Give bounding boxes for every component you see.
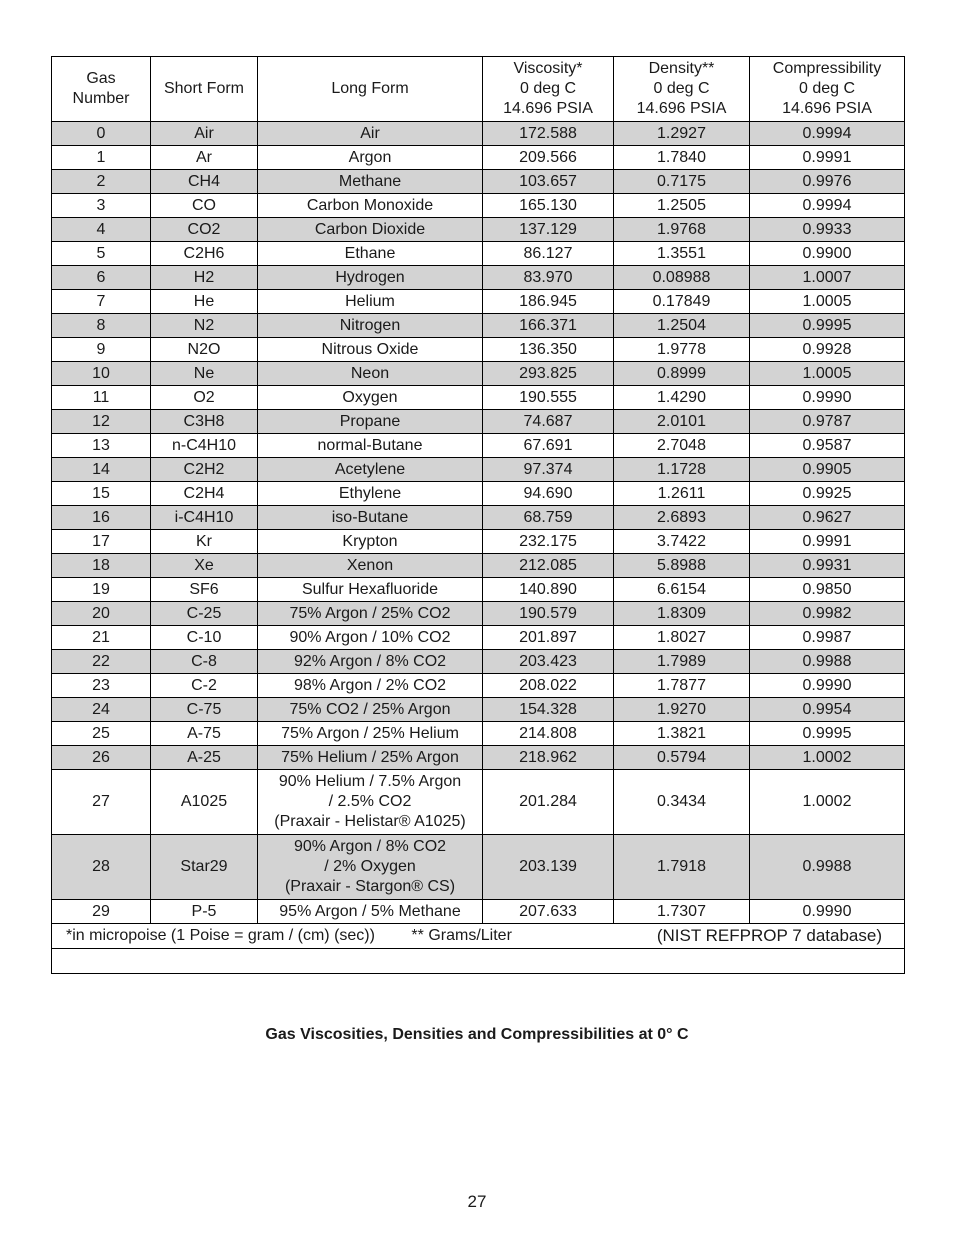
header-line: 0 deg C — [653, 80, 710, 97]
cell-long-form — [258, 650, 483, 674]
cell-gas-number: 13 — [52, 434, 151, 458]
cell-viscosity: 201.897 — [483, 626, 614, 650]
cell-compressibility: 0.9991 — [750, 146, 905, 170]
cell-viscosity: 137.129 — [483, 218, 614, 242]
long-form-line: 75% CO2 / 25% Argon — [289, 700, 451, 718]
cell-gas-number: 25 — [52, 722, 151, 746]
table-row — [52, 338, 905, 362]
cell-compressibility: 0.9990 — [750, 386, 905, 410]
cell-gas-number: 4 — [52, 218, 151, 242]
table-row — [52, 746, 905, 770]
cell-short-form: CH4 — [151, 170, 258, 194]
cell-compressibility: 1.0005 — [750, 362, 905, 386]
cell-viscosity: 212.085 — [483, 554, 614, 578]
cell-compressibility: 0.9627 — [750, 506, 905, 530]
long-form-line: Helium — [345, 292, 395, 310]
cell-density: 5.8988 — [614, 554, 750, 578]
cell-long-form — [258, 410, 483, 434]
table-row — [52, 362, 905, 386]
cell-long-form — [258, 698, 483, 722]
header-short-form — [151, 57, 258, 122]
long-form-line: 90% Helium / 7.5% Argon — [278, 773, 462, 790]
cell-compressibility: 0.9990 — [750, 900, 905, 924]
cell-compressibility: 1.0007 — [750, 266, 905, 290]
cell-gas-number: 0 — [52, 122, 151, 146]
cell-density: 1.8027 — [614, 626, 750, 650]
long-form-line: Carbon Dioxide — [314, 220, 426, 238]
cell-viscosity: 97.374 — [483, 458, 614, 482]
cell-compressibility: 0.9900 — [750, 242, 905, 266]
table-row — [52, 482, 905, 506]
cell-compressibility: 0.9787 — [750, 410, 905, 434]
header-compressibility — [750, 57, 905, 122]
long-form-line: (Praxair - Helistar® A1025) — [274, 813, 466, 830]
cell-gas-number: 19 — [52, 578, 151, 602]
cell-short-form: n-C4H10 — [151, 434, 258, 458]
cell-short-form: Kr — [151, 530, 258, 554]
cell-gas-number: 1 — [52, 146, 151, 170]
cell-short-form: H2 — [151, 266, 258, 290]
cell-short-form: Air — [151, 122, 258, 146]
header-line: Compressibility — [772, 60, 882, 77]
cell-short-form: He — [151, 290, 258, 314]
cell-density: 1.2611 — [614, 482, 750, 506]
cell-compressibility: 0.9990 — [750, 674, 905, 698]
cell-density: 2.0101 — [614, 410, 750, 434]
table-row — [52, 146, 905, 170]
long-form-line: Propane — [339, 412, 401, 430]
cell-compressibility: 0.9933 — [750, 218, 905, 242]
cell-short-form: C2H4 — [151, 482, 258, 506]
header-viscosity — [483, 57, 614, 122]
cell-short-form: N2O — [151, 338, 258, 362]
header-gas-number — [52, 57, 151, 122]
cell-compressibility: 0.9905 — [750, 458, 905, 482]
cell-short-form: C2H6 — [151, 242, 258, 266]
header-density — [614, 57, 750, 122]
cell-density: 2.6893 — [614, 506, 750, 530]
header-line: Viscosity* — [513, 60, 583, 77]
cell-density: 1.7918 — [614, 835, 750, 900]
footnote-density-unit: ** Grams/Liter — [411, 927, 512, 944]
long-form-line: 92% Argon / 8% CO2 — [293, 652, 447, 670]
cell-viscosity: 203.423 — [483, 650, 614, 674]
long-form-line: (Praxair - Stargon® CS) — [284, 878, 456, 895]
cell-viscosity: 140.890 — [483, 578, 614, 602]
cell-long-form — [258, 554, 483, 578]
cell-gas-number: 11 — [52, 386, 151, 410]
header-line: 14.696 PSIA — [503, 100, 593, 117]
cell-viscosity: 190.555 — [483, 386, 614, 410]
cell-viscosity: 218.962 — [483, 746, 614, 770]
cell-long-form — [258, 506, 483, 530]
cell-density: 1.4290 — [614, 386, 750, 410]
cell-long-form — [258, 722, 483, 746]
cell-compressibility: 0.9987 — [750, 626, 905, 650]
cell-long-form — [258, 242, 483, 266]
cell-gas-number: 23 — [52, 674, 151, 698]
long-form-line: Nitrous Oxide — [321, 340, 419, 358]
cell-density: 6.6154 — [614, 578, 750, 602]
cell-viscosity: 232.175 — [483, 530, 614, 554]
cell-gas-number: 16 — [52, 506, 151, 530]
cell-density: 0.3434 — [614, 770, 750, 835]
cell-compressibility: 0.9994 — [750, 122, 905, 146]
cell-short-form: N2 — [151, 314, 258, 338]
cell-density: 0.17849 — [614, 290, 750, 314]
header-line: Gas — [86, 70, 116, 87]
cell-gas-number: 17 — [52, 530, 151, 554]
cell-short-form: CO — [151, 194, 258, 218]
cell-gas-number: 15 — [52, 482, 151, 506]
cell-density: 1.9768 — [614, 218, 750, 242]
table-row — [52, 674, 905, 698]
cell-density: 3.7422 — [614, 530, 750, 554]
cell-long-form — [258, 170, 483, 194]
cell-short-form: SF6 — [151, 578, 258, 602]
long-form-line: Carbon Monoxide — [306, 196, 434, 214]
cell-short-form: C-75 — [151, 698, 258, 722]
table-row — [52, 602, 905, 626]
long-form-line: 75% Argon / 25% CO2 — [289, 604, 451, 622]
cell-long-form — [258, 362, 483, 386]
cell-density: 1.3821 — [614, 722, 750, 746]
cell-density: 1.3551 — [614, 242, 750, 266]
table-row — [52, 626, 905, 650]
long-form-line: 98% Argon / 2% CO2 — [293, 676, 447, 694]
cell-long-form — [258, 626, 483, 650]
cell-short-form: A-75 — [151, 722, 258, 746]
cell-long-form — [258, 458, 483, 482]
cell-short-form: C-8 — [151, 650, 258, 674]
table-body — [52, 122, 905, 924]
footnote-source: (NIST REFPROP 7 database) — [656, 926, 882, 945]
long-form-line: normal-Butane — [317, 436, 423, 454]
footnote-cell — [52, 924, 905, 949]
cell-compressibility: 1.0005 — [750, 290, 905, 314]
cell-viscosity: 214.808 — [483, 722, 614, 746]
long-form-line: / 2% Oxygen — [324, 858, 416, 875]
table-row — [52, 770, 905, 835]
cell-long-form — [258, 218, 483, 242]
cell-long-form — [258, 314, 483, 338]
cell-short-form: Ar — [151, 146, 258, 170]
header-line: 14.696 PSIA — [782, 100, 872, 117]
cell-viscosity: 207.633 — [483, 900, 614, 924]
long-form-line: Acetylene — [334, 460, 406, 478]
cell-gas-number: 27 — [52, 770, 151, 835]
table-row — [52, 170, 905, 194]
long-form-line: iso-Butane — [331, 508, 409, 526]
cell-density: 2.7048 — [614, 434, 750, 458]
cell-gas-number: 3 — [52, 194, 151, 218]
cell-long-form — [258, 386, 483, 410]
cell-compressibility: 0.9954 — [750, 698, 905, 722]
long-form-line: Nitrogen — [339, 316, 401, 334]
long-form-line: 95% Argon / 5% Methane — [279, 902, 461, 920]
cell-gas-number: 8 — [52, 314, 151, 338]
gas-properties-table — [51, 56, 905, 974]
cell-long-form — [258, 434, 483, 458]
cell-density: 1.7877 — [614, 674, 750, 698]
cell-short-form: C-25 — [151, 602, 258, 626]
cell-compressibility: 0.9850 — [750, 578, 905, 602]
cell-gas-number: 2 — [52, 170, 151, 194]
cell-compressibility: 0.9988 — [750, 650, 905, 674]
cell-density: 1.1728 — [614, 458, 750, 482]
cell-density: 0.08988 — [614, 266, 750, 290]
cell-density: 1.7989 — [614, 650, 750, 674]
cell-viscosity: 103.657 — [483, 170, 614, 194]
table-row — [52, 650, 905, 674]
empty-cell — [52, 949, 905, 974]
cell-long-form — [258, 266, 483, 290]
cell-gas-number: 5 — [52, 242, 151, 266]
long-form-line: Ethane — [344, 244, 396, 262]
cell-viscosity: 166.371 — [483, 314, 614, 338]
long-form-line: Ethylene — [338, 484, 402, 502]
long-form-line: Argon — [348, 148, 392, 166]
long-form-line: 90% Argon / 8% CO2 — [293, 838, 447, 855]
table-row — [52, 122, 905, 146]
cell-compressibility: 0.9925 — [750, 482, 905, 506]
cell-gas-number: 21 — [52, 626, 151, 650]
cell-gas-number: 29 — [52, 900, 151, 924]
long-form-line: Sulfur Hexafluoride — [301, 580, 439, 598]
long-form-line: Air — [360, 124, 380, 142]
cell-gas-number: 18 — [52, 554, 151, 578]
long-form-line: Neon — [350, 364, 390, 382]
long-form-line: 75% Helium / 25% Argon — [281, 748, 459, 766]
cell-long-form — [258, 290, 483, 314]
table-row — [52, 194, 905, 218]
cell-viscosity: 190.579 — [483, 602, 614, 626]
cell-long-form — [258, 746, 483, 770]
cell-gas-number: 26 — [52, 746, 151, 770]
cell-compressibility: 0.9928 — [750, 338, 905, 362]
cell-compressibility: 1.0002 — [750, 746, 905, 770]
table-row — [52, 530, 905, 554]
table-row — [52, 386, 905, 410]
cell-compressibility: 0.9931 — [750, 554, 905, 578]
cell-density: 1.8309 — [614, 602, 750, 626]
cell-short-form: C2H2 — [151, 458, 258, 482]
cell-short-form: P-5 — [151, 900, 258, 924]
table-row — [52, 506, 905, 530]
header-long-form — [258, 57, 483, 122]
long-form-line: Xenon — [346, 556, 394, 574]
long-form-line: Krypton — [342, 532, 398, 550]
cell-short-form: Star29 — [151, 835, 258, 900]
long-form-line: Oxygen — [342, 388, 398, 406]
table-row — [52, 578, 905, 602]
cell-compressibility: 0.9994 — [750, 194, 905, 218]
cell-compressibility: 0.9995 — [750, 314, 905, 338]
cell-short-form: A1025 — [151, 770, 258, 835]
cell-viscosity: 67.691 — [483, 434, 614, 458]
table-row — [52, 458, 905, 482]
cell-long-form — [258, 900, 483, 924]
table-row — [52, 266, 905, 290]
cell-viscosity: 293.825 — [483, 362, 614, 386]
cell-density: 1.9270 — [614, 698, 750, 722]
cell-viscosity: 68.759 — [483, 506, 614, 530]
cell-viscosity: 86.127 — [483, 242, 614, 266]
cell-gas-number: 28 — [52, 835, 151, 900]
cell-compressibility: 0.9976 — [750, 170, 905, 194]
cell-viscosity: 172.588 — [483, 122, 614, 146]
table-row — [52, 722, 905, 746]
table-row — [52, 698, 905, 722]
cell-short-form: Ne — [151, 362, 258, 386]
cell-density: 1.7307 — [614, 900, 750, 924]
cell-density: 0.5794 — [614, 746, 750, 770]
header-line: Number — [72, 90, 130, 107]
header-row — [52, 57, 905, 122]
cell-density: 0.7175 — [614, 170, 750, 194]
long-form-line: / 2.5% CO2 — [328, 793, 412, 810]
header-line: 14.696 PSIA — [636, 100, 727, 117]
cell-gas-number: 20 — [52, 602, 151, 626]
cell-short-form: A-25 — [151, 746, 258, 770]
cell-viscosity: 154.328 — [483, 698, 614, 722]
cell-long-form — [258, 338, 483, 362]
header-line: 0 deg C — [798, 80, 856, 97]
cell-compressibility: 0.9988 — [750, 835, 905, 900]
cell-viscosity: 208.022 — [483, 674, 614, 698]
long-form-line: 90% Argon / 10% CO2 — [289, 628, 451, 646]
cell-compressibility: 0.9991 — [750, 530, 905, 554]
cell-viscosity: 83.970 — [483, 266, 614, 290]
cell-gas-number: 7 — [52, 290, 151, 314]
empty-row — [52, 949, 905, 974]
cell-short-form: C-10 — [151, 626, 258, 650]
cell-viscosity: 209.566 — [483, 146, 614, 170]
cell-long-form — [258, 578, 483, 602]
cell-viscosity: 136.350 — [483, 338, 614, 362]
cell-density: 1.2504 — [614, 314, 750, 338]
cell-long-form — [258, 146, 483, 170]
cell-long-form — [258, 602, 483, 626]
table-row — [52, 314, 905, 338]
long-form-line: Methane — [338, 172, 402, 190]
cell-long-form — [258, 530, 483, 554]
cell-compressibility: 0.9587 — [750, 434, 905, 458]
cell-short-form: C3H8 — [151, 410, 258, 434]
long-form-line: 75% Argon / 25% Helium — [281, 724, 459, 742]
cell-long-form — [258, 770, 483, 835]
table-row — [52, 554, 905, 578]
cell-density: 1.2927 — [614, 122, 750, 146]
cell-gas-number: 14 — [52, 458, 151, 482]
table-row — [52, 242, 905, 266]
table-row — [52, 410, 905, 434]
table-row — [52, 434, 905, 458]
cell-gas-number: 9 — [52, 338, 151, 362]
cell-compressibility: 0.9982 — [750, 602, 905, 626]
header-line: Short Form — [163, 80, 244, 97]
cell-long-form — [258, 194, 483, 218]
table-row — [52, 290, 905, 314]
cell-density: 1.9778 — [614, 338, 750, 362]
cell-viscosity: 203.139 — [483, 835, 614, 900]
cell-compressibility: 1.0002 — [750, 770, 905, 835]
cell-short-form: C-2 — [151, 674, 258, 698]
header-line: Density** — [648, 60, 715, 77]
page-number: 27 — [467, 1192, 487, 1211]
cell-gas-number: 22 — [52, 650, 151, 674]
cell-short-form: i-C4H10 — [151, 506, 258, 530]
footnote-viscosity-unit: *in micropoise (1 Poise = gram / (cm) (sec)) — [66, 927, 375, 944]
long-form-line: Hydrogen — [335, 268, 405, 286]
table-row — [52, 900, 905, 924]
cell-short-form: O2 — [151, 386, 258, 410]
table-row — [52, 218, 905, 242]
cell-compressibility: 0.9995 — [750, 722, 905, 746]
table-caption: Gas Viscosities, Densities and Compressibilities at 0° C — [265, 1026, 689, 1043]
cell-viscosity: 186.945 — [483, 290, 614, 314]
header-line: 0 deg C — [519, 80, 577, 97]
cell-long-form — [258, 674, 483, 698]
cell-viscosity: 165.130 — [483, 194, 614, 218]
cell-short-form: CO2 — [151, 218, 258, 242]
cell-long-form — [258, 835, 483, 900]
cell-gas-number: 10 — [52, 362, 151, 386]
cell-density: 1.2505 — [614, 194, 750, 218]
cell-density: 0.8999 — [614, 362, 750, 386]
cell-gas-number: 6 — [52, 266, 151, 290]
cell-viscosity: 74.687 — [483, 410, 614, 434]
cell-gas-number: 12 — [52, 410, 151, 434]
cell-short-form: Xe — [151, 554, 258, 578]
cell-viscosity: 94.690 — [483, 482, 614, 506]
cell-viscosity: 201.284 — [483, 770, 614, 835]
cell-gas-number: 24 — [52, 698, 151, 722]
cell-density: 1.7840 — [614, 146, 750, 170]
table-row — [52, 835, 905, 900]
cell-long-form — [258, 482, 483, 506]
footnote-row — [52, 924, 905, 949]
cell-long-form — [258, 122, 483, 146]
header-line: Long Form — [331, 80, 409, 97]
